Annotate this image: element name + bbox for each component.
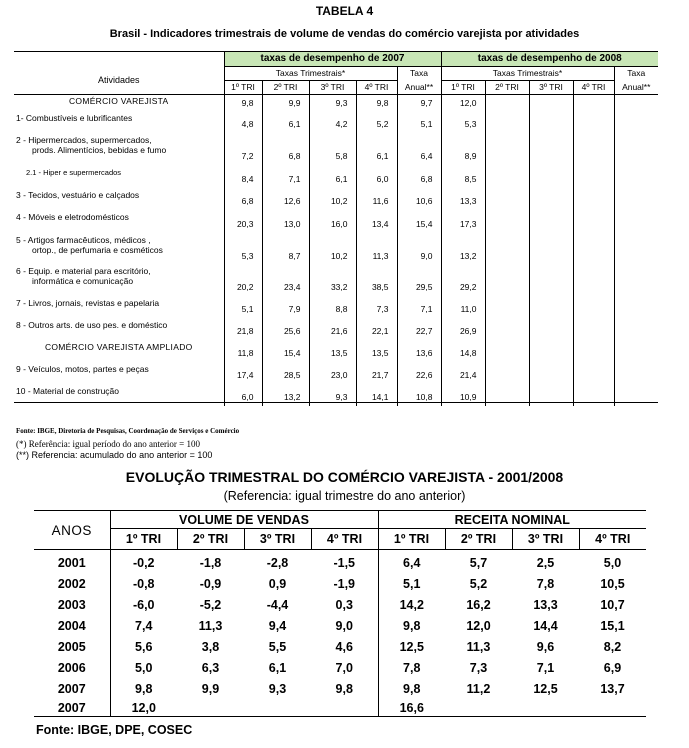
volume-q2: -1,8 xyxy=(199,555,222,570)
receita-q2: 5,2 xyxy=(469,576,488,591)
quarter-header-volume: 2º TRI xyxy=(177,529,244,550)
empty-cell xyxy=(614,261,658,292)
value-2007-q1: 5,1 xyxy=(224,292,262,314)
empty-cell xyxy=(529,129,573,161)
empty-cell xyxy=(529,108,573,129)
volume-q2: 9,9 xyxy=(201,681,220,696)
year-row xyxy=(34,573,646,594)
value-2008-q1: 14,8 xyxy=(441,336,485,358)
value-2008-q1: 17,3 xyxy=(441,206,485,229)
value-2007-q3: 10,2 xyxy=(309,229,356,261)
value-2007-q2: 7,9 xyxy=(262,292,309,314)
activity-label-line: COMÉRCIO VAREJISTA AMPLIADO xyxy=(44,341,193,352)
value-2008-q1: 13,3 xyxy=(441,184,485,206)
header-taxas-trimestrais-2008: Taxas Trimestrais* xyxy=(441,66,614,80)
value-2007-q2: 7,1 xyxy=(262,161,309,184)
value-2007-annual: 9,0 xyxy=(397,229,441,261)
value-2007-annual: 15,4 xyxy=(397,206,441,229)
value-2008-q1: 5,3 xyxy=(441,108,485,129)
activity-row xyxy=(14,108,658,129)
activity-row xyxy=(14,336,658,358)
receita-q2: 5,7 xyxy=(469,555,488,570)
receita-q1: 16,6 xyxy=(378,699,445,717)
empty-cell xyxy=(573,108,614,129)
value-2007-q4: 38,5 xyxy=(356,261,397,292)
year-cell: 2005 xyxy=(57,639,86,654)
year-cell: 2007 xyxy=(34,699,110,717)
empty-cell xyxy=(529,184,573,206)
value-2008-q1: 26,9 xyxy=(441,314,485,336)
table-title: TABELA 4 xyxy=(315,4,374,18)
activity-label xyxy=(14,261,224,292)
empty-cell xyxy=(579,699,646,717)
activity-label-line: 2.1 - Hiper e supermercados xyxy=(26,167,122,177)
empty-cell xyxy=(485,292,529,314)
value-2007-q4: 9,8 xyxy=(356,94,397,108)
activity-label xyxy=(14,358,224,380)
value-2008-q1: 21,4 xyxy=(441,358,485,380)
receita-q4: 5,0 xyxy=(603,555,622,570)
volume-q1: 7,4 xyxy=(110,615,177,636)
year-cell: 2007 xyxy=(57,681,86,696)
empty-cell xyxy=(614,229,658,261)
column-header-atividades: Atividades xyxy=(14,66,224,94)
receita-q1: 9,8 xyxy=(378,678,445,699)
empty-cell xyxy=(177,699,244,717)
value-2007-q4: 13,5 xyxy=(356,336,397,358)
activity-row xyxy=(14,161,658,184)
receita-q4: 6,9 xyxy=(603,660,622,675)
empty-cell xyxy=(244,699,311,717)
receita-q1: 14,2 xyxy=(378,594,445,615)
value-2007-q1: 8,4 xyxy=(224,161,262,184)
activity-label-line: informática e comunicação xyxy=(32,276,134,286)
value-2007-annual: 10,6 xyxy=(397,184,441,206)
empty-cell xyxy=(614,161,658,184)
activity-label xyxy=(14,336,224,358)
value-2007-annual: 22,6 xyxy=(397,358,441,380)
activity-label xyxy=(14,292,224,314)
activity-label xyxy=(14,229,224,261)
volume-q4: -1,9 xyxy=(333,576,356,591)
value-2007-q2: 9,9 xyxy=(262,94,309,108)
year-row xyxy=(34,615,646,636)
empty-cell xyxy=(573,336,614,358)
volume-q3: 0,9 xyxy=(268,576,287,591)
volume-q3: 5,5 xyxy=(268,639,287,654)
volume-q1: -0,2 xyxy=(110,550,177,574)
value-2007-q1: 5,3 xyxy=(224,229,262,261)
year-row xyxy=(34,550,646,574)
value-2007-q3: 4,2 xyxy=(309,108,356,129)
activity-label xyxy=(14,314,224,336)
empty-cell xyxy=(529,314,573,336)
value-2007-q1: 4,8 xyxy=(224,108,262,129)
receita-q2: 16,2 xyxy=(466,597,491,612)
empty-cell xyxy=(529,229,573,261)
group-header-2007: taxas de desempenho de 2007 xyxy=(224,52,441,67)
receita-q1: 7,8 xyxy=(378,657,445,678)
value-2007-q1: 7,2 xyxy=(224,129,262,161)
volume-q3: -4,4 xyxy=(266,597,289,612)
empty-cell xyxy=(614,206,658,229)
value-2007-q4: 11,3 xyxy=(356,229,397,261)
value-2007-annual: 22,7 xyxy=(397,314,441,336)
value-2007-annual: 10,8 xyxy=(397,380,441,403)
value-2007-q3: 8,8 xyxy=(309,292,356,314)
empty-cell xyxy=(573,206,614,229)
year-row xyxy=(34,657,646,678)
receita-q4: 10,5 xyxy=(600,576,625,591)
receita-q1: 9,8 xyxy=(378,615,445,636)
value-2007-q3: 6,1 xyxy=(309,161,356,184)
year-row xyxy=(34,699,646,717)
empty-cell xyxy=(573,129,614,161)
value-2007-annual: 9,7 xyxy=(397,94,441,108)
volume-q2: 11,3 xyxy=(198,618,223,633)
receita-q4: 15,1 xyxy=(600,618,625,633)
activity-row xyxy=(14,261,658,292)
empty-cell xyxy=(614,129,658,161)
quarter-header: 2º TRI xyxy=(485,80,529,94)
activity-label-line: 4 - Móveis e eletrodomésticos xyxy=(16,212,129,222)
volume-q1: -6,0 xyxy=(110,594,177,615)
empty-cell xyxy=(529,261,573,292)
empty-cell xyxy=(573,358,614,380)
value-2007-q3: 33,2 xyxy=(309,261,356,292)
value-2007-q1: 20,3 xyxy=(224,206,262,229)
value-2007-q2: 8,7 xyxy=(262,229,309,261)
header-anual-2008: Anual** xyxy=(614,80,658,94)
volume-q4: 7,0 xyxy=(335,660,353,675)
empty-cell xyxy=(614,336,658,358)
year-cell: 2004 xyxy=(57,618,86,633)
receita-q3: 9,6 xyxy=(536,639,555,654)
empty-cell xyxy=(573,380,614,403)
value-2008-q1: 12,0 xyxy=(441,94,485,108)
volume-q2: -5,2 xyxy=(199,597,222,612)
activity-label-line: 2 - Hipermercados, supermercados, xyxy=(16,134,152,145)
empty-cell xyxy=(485,336,529,358)
quarter-header: 4º TRI xyxy=(356,80,397,94)
value-2008-q1: 29,2 xyxy=(441,261,485,292)
quarter-header: 3º TRI xyxy=(309,80,356,94)
quarter-header-volume: 1º TRI xyxy=(110,529,177,550)
empty-cell xyxy=(614,108,658,129)
quarter-header: 1º TRI xyxy=(224,80,262,94)
activity-label-line: 6 - Equip. e material para escritório, xyxy=(16,266,151,276)
volume-q4: 4,6 xyxy=(335,639,353,654)
empty-cell xyxy=(614,358,658,380)
empty-cell xyxy=(573,184,614,206)
receita-q2: 11,3 xyxy=(466,639,491,654)
value-2007-q3: 13,5 xyxy=(309,336,356,358)
activity-row xyxy=(14,380,658,403)
quarter-header: 3º TRI xyxy=(529,80,573,94)
volume-q3: 6,1 xyxy=(268,660,287,675)
activity-row xyxy=(14,292,658,314)
activity-row xyxy=(14,184,658,206)
empty-cell xyxy=(614,292,658,314)
value-2007-q2: 6,8 xyxy=(262,129,309,161)
value-2007-q4: 13,4 xyxy=(356,206,397,229)
activity-label-line: prods. Alimentícios, bebidas e fumo xyxy=(32,144,167,155)
value-2007-q4: 7,3 xyxy=(356,292,397,314)
activity-label-line: 5 - Artigos farmacêuticos, médicos , xyxy=(16,234,151,245)
empty-cell xyxy=(445,699,512,717)
receita-q3: 12,5 xyxy=(533,681,558,696)
header-anual-2007: Anual** xyxy=(397,80,441,94)
source-note-2: Fonte: IBGE, DPE, COSEC xyxy=(36,723,193,737)
quarter-header-receita: 2º TRI xyxy=(445,529,512,550)
volume-q1: -0,8 xyxy=(110,573,177,594)
footnote-2: (**) Referencia: acumulado do ano anterior = 100 xyxy=(16,450,213,460)
volume-q3: 9,4 xyxy=(268,618,287,633)
value-2007-q2: 25,6 xyxy=(262,314,309,336)
empty-cell xyxy=(485,380,529,403)
year-row xyxy=(34,636,646,657)
value-2007-q4: 14,1 xyxy=(356,380,397,403)
column-header-anos: ANOS xyxy=(34,511,110,550)
volume-q2: 6,3 xyxy=(201,660,220,675)
empty-cell xyxy=(614,94,658,108)
activity-label xyxy=(14,206,224,229)
empty-cell xyxy=(573,314,614,336)
activity-label xyxy=(14,161,224,184)
value-2007-q1: 11,8 xyxy=(224,336,262,358)
empty-cell xyxy=(529,358,573,380)
value-2007-q1: 17,4 xyxy=(224,358,262,380)
activities-table xyxy=(14,51,658,406)
activity-label xyxy=(14,108,224,129)
value-2007-annual: 29,5 xyxy=(397,261,441,292)
value-2008-q1: 8,5 xyxy=(441,161,485,184)
activity-label xyxy=(14,380,224,403)
empty-cell xyxy=(573,229,614,261)
volume-q1: 12,0 xyxy=(110,699,177,717)
empty-cell xyxy=(512,699,579,717)
value-2008-q1: 13,2 xyxy=(441,229,485,261)
empty-cell xyxy=(485,108,529,129)
receita-q2: 7,3 xyxy=(469,660,488,675)
receita-q1: 5,1 xyxy=(378,573,445,594)
activity-row xyxy=(14,314,658,336)
quarter-header-volume: 4º TRI xyxy=(311,529,378,550)
value-2007-q3: 5,8 xyxy=(309,129,356,161)
quarter-header: 4º TRI xyxy=(573,80,614,94)
value-2007-q2: 23,4 xyxy=(262,261,309,292)
activity-label-line: 1- Combustíveis e lubrificantes xyxy=(16,113,133,123)
activity-label-line: COMÉRCIO VAREJISTA xyxy=(68,96,169,106)
value-2007-q2: 6,1 xyxy=(262,108,309,129)
value-2007-q1: 9,8 xyxy=(224,94,262,108)
table-subtitle: Brasil - Indicadores trimestrais de volume de vendas do comércio varejista por atividades xyxy=(109,28,580,40)
value-2007-q2: 13,2 xyxy=(262,380,309,403)
empty-cell xyxy=(485,94,529,108)
empty-cell xyxy=(529,336,573,358)
receita-q3: 13,3 xyxy=(533,597,558,612)
quarter-header-volume: 3º TRI xyxy=(244,529,311,550)
empty-cell xyxy=(311,699,378,717)
receita-q1: 6,4 xyxy=(378,550,445,574)
empty-cell xyxy=(614,184,658,206)
value-2007-q2: 28,5 xyxy=(262,358,309,380)
section-subtitle: (Referencia: igual trimestre do ano anterior) xyxy=(223,489,466,503)
empty-cell xyxy=(485,261,529,292)
value-2007-q1: 6,8 xyxy=(224,184,262,206)
header-taxa-2008: Taxa xyxy=(614,66,658,80)
group-header-receita: RECEITA NOMINAL xyxy=(378,511,646,529)
activity-label-line: 8 - Outros arts. de uso pes. e doméstico xyxy=(16,319,168,330)
header-taxa-2007: Taxa xyxy=(397,66,441,80)
value-2007-q1: 21,8 xyxy=(224,314,262,336)
volume-q4: 9,8 xyxy=(335,681,353,696)
value-2007-q2: 15,4 xyxy=(262,336,309,358)
value-2007-q4: 11,6 xyxy=(356,184,397,206)
volume-q3: -2,8 xyxy=(266,555,289,570)
receita-q3: 2,5 xyxy=(536,555,555,570)
empty-cell xyxy=(485,161,529,184)
activity-label xyxy=(14,94,224,108)
volume-q1: 5,6 xyxy=(110,636,177,657)
year-row xyxy=(34,594,646,615)
value-2008-q1: 11,0 xyxy=(441,292,485,314)
activity-row xyxy=(14,229,658,261)
receita-q3: 7,8 xyxy=(536,576,555,591)
empty-cell xyxy=(485,206,529,229)
empty-cell xyxy=(485,229,529,261)
activity-row xyxy=(14,129,658,161)
empty-cell xyxy=(485,184,529,206)
value-2007-q3: 21,6 xyxy=(309,314,356,336)
volume-q2: -0,9 xyxy=(199,576,222,591)
activity-label-line: 10 - Material de construção xyxy=(16,385,119,396)
header-taxas-trimestrais-2007: Taxas Trimestrais* xyxy=(224,66,397,80)
value-2007-q3: 9,3 xyxy=(309,94,356,108)
activity-label-line: 3 - Tecidos, vestuário e calçados xyxy=(16,189,140,200)
quarter-header: 1º TRI xyxy=(441,80,485,94)
activity-label-line: ortop., de perfumaria e cosméticos xyxy=(32,244,163,255)
activity-label xyxy=(14,129,224,161)
quarter-header-receita: 3º TRI xyxy=(512,529,579,550)
empty-cell xyxy=(573,261,614,292)
value-2007-q1: 20,2 xyxy=(224,261,262,292)
receita-q3: 14,4 xyxy=(533,618,558,633)
activity-label-line: 7 - Livros, jornais, revistas e papelaria xyxy=(16,297,160,308)
empty-cell xyxy=(485,129,529,161)
empty-cell xyxy=(485,314,529,336)
activity-row xyxy=(14,94,658,108)
value-2007-annual: 6,8 xyxy=(397,161,441,184)
value-2008-q1: 8,9 xyxy=(441,129,485,161)
value-2007-q4: 6,0 xyxy=(356,161,397,184)
empty-cell xyxy=(573,292,614,314)
quarter-header: 2º TRI xyxy=(262,80,309,94)
value-2007-q4: 5,2 xyxy=(356,108,397,129)
value-2007-q3: 10,2 xyxy=(309,184,356,206)
value-2007-annual: 5,1 xyxy=(397,108,441,129)
quarter-header-receita: 4º TRI xyxy=(579,529,646,550)
value-2007-annual: 13,6 xyxy=(397,336,441,358)
year-cell: 2002 xyxy=(57,576,86,591)
group-header-volume: VOLUME DE VENDAS xyxy=(110,511,378,529)
receita-q4: 13,7 xyxy=(600,681,625,696)
receita-q4: 8,2 xyxy=(603,639,622,654)
value-2008-q1: 10,9 xyxy=(441,380,485,403)
empty-cell xyxy=(614,380,658,403)
activity-label xyxy=(14,184,224,206)
empty-cell xyxy=(529,380,573,403)
value-2007-annual: 6,4 xyxy=(397,129,441,161)
value-2007-q3: 16,0 xyxy=(309,206,356,229)
year-row xyxy=(34,678,646,699)
empty-cell xyxy=(485,358,529,380)
quarterly-evolution-table xyxy=(34,510,646,717)
value-2007-annual: 7,1 xyxy=(397,292,441,314)
value-2007-q4: 22,1 xyxy=(356,314,397,336)
empty-cell xyxy=(529,94,573,108)
value-2007-q1: 6,0 xyxy=(224,380,262,403)
source-note: Fonte: IBGE, Diretoria de Pesquisas, Coordenação de Serviços e Comércio xyxy=(16,427,240,435)
volume-q2: 3,8 xyxy=(201,639,220,654)
value-2007-q2: 12,6 xyxy=(262,184,309,206)
section-title: EVOLUÇÃO TRIMESTRAL DO COMÉRCIO VAREJISTA - 2001/2008 xyxy=(125,469,564,485)
empty-cell xyxy=(614,314,658,336)
receita-q2: 12,0 xyxy=(466,618,491,633)
receita-q2: 11,2 xyxy=(466,681,491,696)
volume-q4: 0,3 xyxy=(335,597,353,612)
value-2007-q3: 23,0 xyxy=(309,358,356,380)
value-2007-q3: 9,3 xyxy=(309,380,356,403)
volume-q4: -1,5 xyxy=(333,555,356,570)
value-2007-q4: 21,7 xyxy=(356,358,397,380)
volume-q3: 9,3 xyxy=(268,681,287,696)
empty-cell xyxy=(529,292,573,314)
receita-q3: 7,1 xyxy=(536,660,555,675)
footnote-1: (*) Referência: igual período do ano anterior = 100 xyxy=(16,439,201,449)
quarter-header-receita: 1º TRI xyxy=(378,529,445,550)
volume-q4: 9,0 xyxy=(335,618,353,633)
receita-q4: 10,7 xyxy=(600,597,625,612)
value-2007-q4: 6,1 xyxy=(356,129,397,161)
empty-cell xyxy=(573,94,614,108)
year-cell: 2003 xyxy=(57,597,86,612)
year-cell: 2006 xyxy=(57,660,86,675)
year-cell: 2001 xyxy=(57,555,86,570)
group-header-2008: taxas de desempenho de 2008 xyxy=(441,52,658,67)
activity-row xyxy=(14,358,658,380)
activity-label-line: 9 - Veículos, motos, partes e peças xyxy=(16,363,149,374)
empty-cell xyxy=(529,206,573,229)
value-2007-q2: 13,0 xyxy=(262,206,309,229)
volume-q1: 9,8 xyxy=(110,678,177,699)
volume-q1: 5,0 xyxy=(110,657,177,678)
activity-row xyxy=(14,206,658,229)
receita-q1: 12,5 xyxy=(378,636,445,657)
empty-cell xyxy=(529,161,573,184)
empty-cell xyxy=(573,161,614,184)
